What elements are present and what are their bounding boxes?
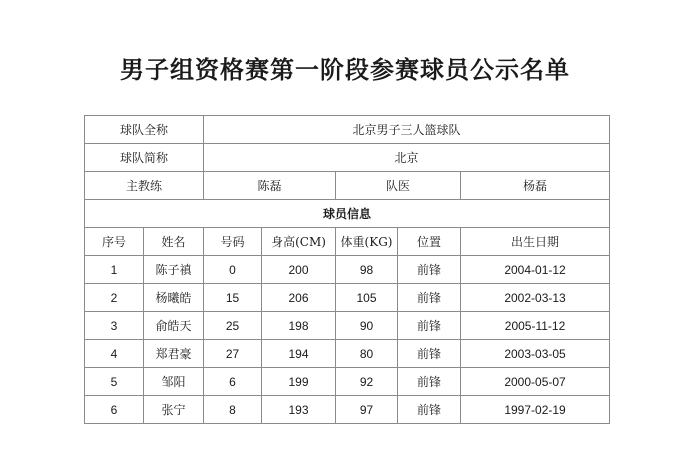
player-weight: 92 <box>336 368 398 396</box>
column-header: 姓名 <box>144 228 204 256</box>
player-birthdate: 2002-03-13 <box>461 284 610 312</box>
column-header: 身高(CM) <box>262 228 336 256</box>
table-row <box>85 340 610 368</box>
table-row <box>85 284 610 312</box>
player-index: 5 <box>85 368 144 396</box>
section-row <box>85 200 610 228</box>
team-short-name-row <box>85 144 610 172</box>
player-height: 200 <box>262 256 336 284</box>
player-name: 杨曦皓 <box>144 284 204 312</box>
player-position: 前锋 <box>398 368 461 396</box>
player-index: 3 <box>85 312 144 340</box>
doctor-label: 队医 <box>336 172 461 200</box>
player-height: 199 <box>262 368 336 396</box>
column-header-row <box>85 228 610 256</box>
player-number: 0 <box>204 256 262 284</box>
player-name: 邹阳 <box>144 368 204 396</box>
player-weight: 80 <box>336 340 398 368</box>
column-header: 位置 <box>398 228 461 256</box>
table-row <box>85 256 610 284</box>
table-row <box>85 368 610 396</box>
column-header: 出生日期 <box>461 228 610 256</box>
player-birthdate: 2003-03-05 <box>461 340 610 368</box>
staff-row <box>85 172 610 200</box>
column-header: 号码 <box>204 228 262 256</box>
player-name: 郑君豪 <box>144 340 204 368</box>
team-full-name-row <box>85 116 610 144</box>
team-short-name: 北京 <box>204 144 610 172</box>
table-row <box>85 312 610 340</box>
player-birthdate: 2004-01-12 <box>461 256 610 284</box>
roster-table <box>84 115 610 424</box>
player-name: 俞皓天 <box>144 312 204 340</box>
player-position: 前锋 <box>398 256 461 284</box>
coach-label: 主教练 <box>85 172 204 200</box>
team-full-name-label: 球队全称 <box>85 116 204 144</box>
player-index: 4 <box>85 340 144 368</box>
column-header: 序号 <box>85 228 144 256</box>
player-weight: 98 <box>336 256 398 284</box>
doctor-name: 杨磊 <box>461 172 610 200</box>
table-row <box>85 396 610 424</box>
player-position: 前锋 <box>398 396 461 424</box>
column-header: 体重(KG) <box>336 228 398 256</box>
coach-name: 陈磊 <box>204 172 336 200</box>
player-position: 前锋 <box>398 312 461 340</box>
player-number: 15 <box>204 284 262 312</box>
section-title: 球员信息 <box>85 200 610 228</box>
player-birthdate: 2000-05-07 <box>461 368 610 396</box>
player-height: 198 <box>262 312 336 340</box>
player-position: 前锋 <box>398 340 461 368</box>
player-height: 206 <box>262 284 336 312</box>
page-title: 男子组资格赛第一阶段参赛球员公示名单 <box>120 55 570 84</box>
player-name: 张宁 <box>144 396 204 424</box>
player-position: 前锋 <box>398 284 461 312</box>
team-full-name: 北京男子三人篮球队 <box>204 116 610 144</box>
player-number: 6 <box>204 368 262 396</box>
player-birthdate: 1997-02-19 <box>461 396 610 424</box>
player-height: 194 <box>262 340 336 368</box>
player-index: 2 <box>85 284 144 312</box>
team-short-name-label: 球队简称 <box>85 144 204 172</box>
player-weight: 97 <box>336 396 398 424</box>
player-weight: 105 <box>336 284 398 312</box>
player-index: 1 <box>85 256 144 284</box>
player-birthdate: 2005-11-12 <box>461 312 610 340</box>
player-number: 25 <box>204 312 262 340</box>
player-number: 8 <box>204 396 262 424</box>
player-height: 193 <box>262 396 336 424</box>
player-name: 陈子禛 <box>144 256 204 284</box>
player-index: 6 <box>85 396 144 424</box>
player-number: 27 <box>204 340 262 368</box>
player-weight: 90 <box>336 312 398 340</box>
